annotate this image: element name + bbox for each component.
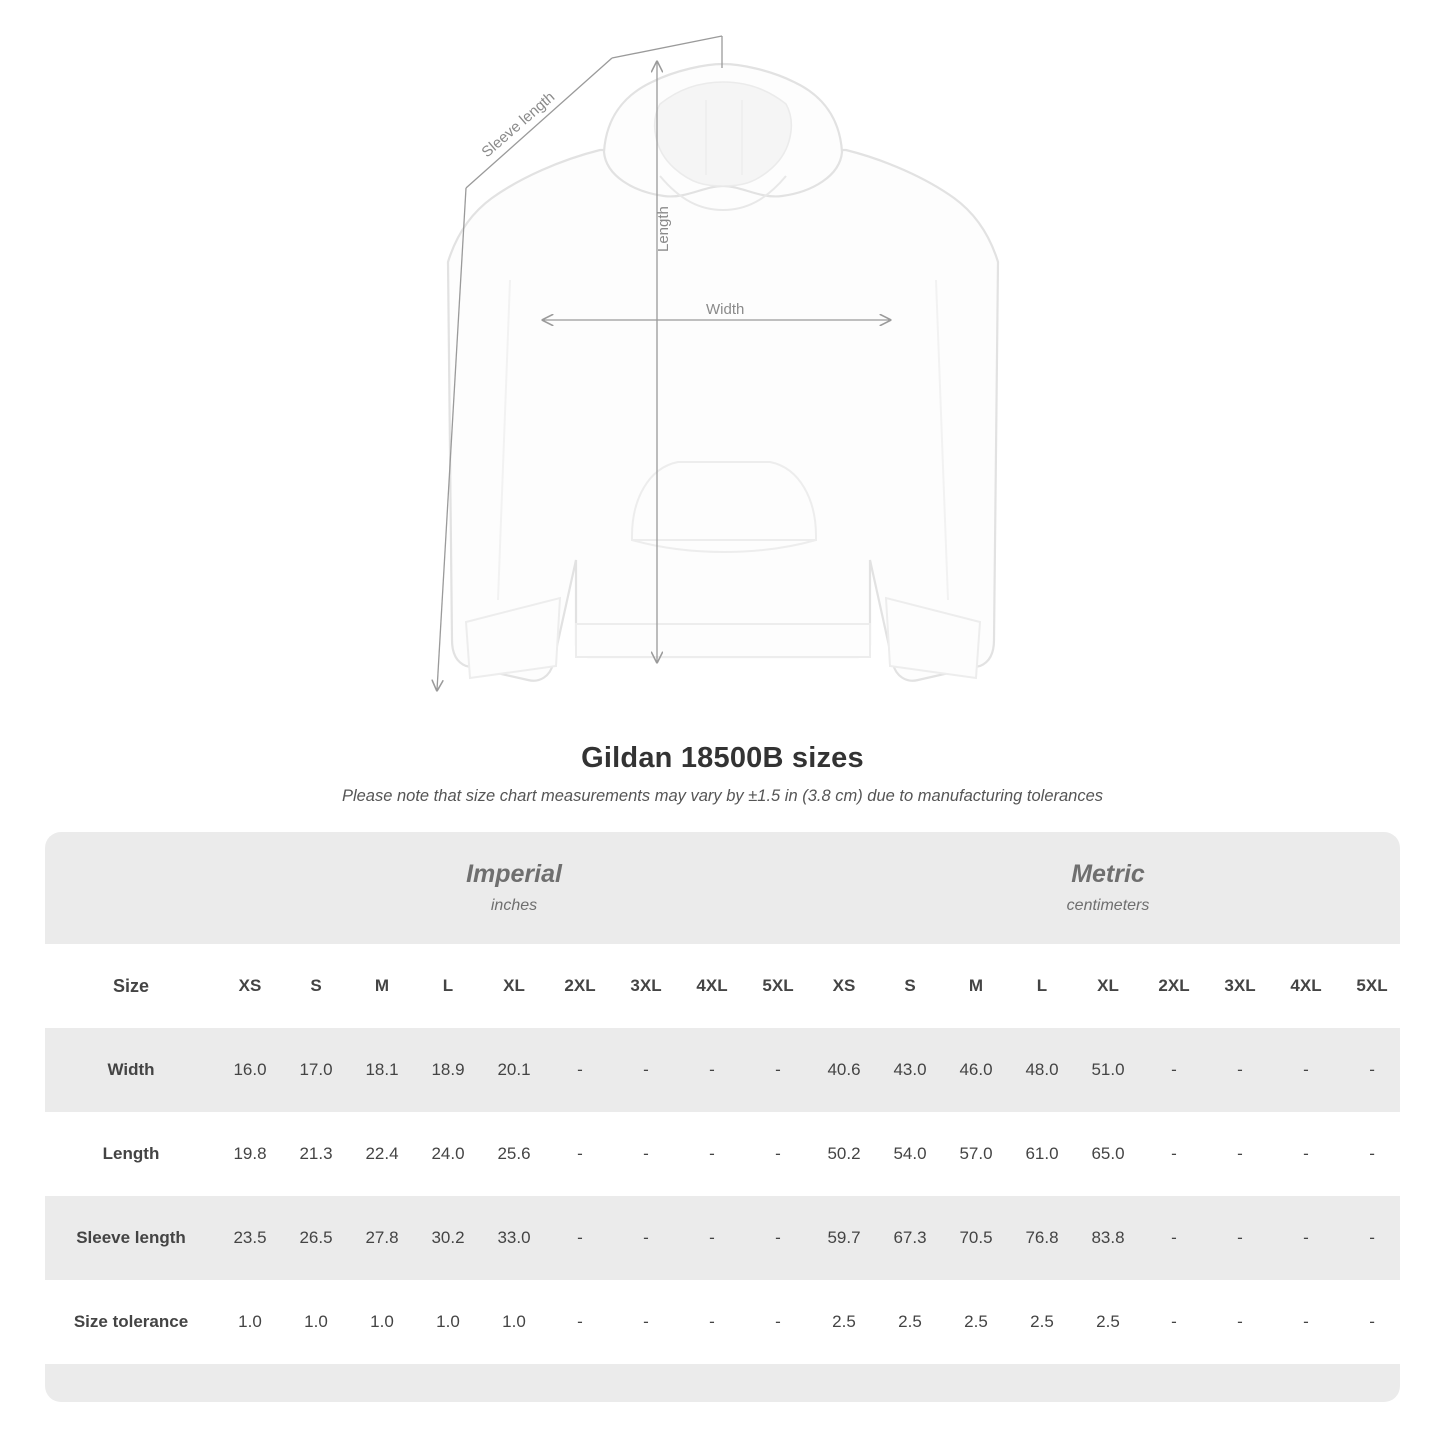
cell-sleeve-metric-5xl: - [1339, 1196, 1400, 1280]
length-label: Length [655, 206, 672, 252]
cell-width-imperial-xl: 20.1 [481, 1028, 547, 1112]
cell-length-metric-2xl: - [1141, 1112, 1207, 1196]
cell-length-metric-xs: 50.2 [811, 1112, 877, 1196]
cell-tolerance-imperial-2xl: - [547, 1280, 613, 1364]
unit-corner-cell [45, 832, 217, 944]
size-header-imperial-3xl: 3XL [613, 944, 679, 1028]
row-label-width: Width [45, 1028, 217, 1112]
cell-sleeve-metric-4xl: - [1273, 1196, 1339, 1280]
hoodie-shape [448, 64, 998, 681]
size-header-metric-4xl: 4XL [1273, 944, 1339, 1028]
unit-header-row [45, 832, 1400, 944]
cell-width-imperial-xs: 16.0 [217, 1028, 283, 1112]
cell-tolerance-metric-4xl: - [1273, 1280, 1339, 1364]
cell-length-imperial-l: 24.0 [415, 1112, 481, 1196]
cell-tolerance-metric-2xl: - [1141, 1280, 1207, 1364]
cell-sleeve-imperial-2xl: - [547, 1196, 613, 1280]
cell-tolerance-imperial-m: 1.0 [349, 1280, 415, 1364]
cell-tolerance-metric-5xl: - [1339, 1280, 1400, 1364]
cell-sleeve-metric-xs: 59.7 [811, 1196, 877, 1280]
size-header-imperial-m: M [349, 944, 415, 1028]
cell-length-metric-m: 57.0 [943, 1112, 1009, 1196]
cell-width-imperial-s: 17.0 [283, 1028, 349, 1112]
cell-length-imperial-m: 22.4 [349, 1112, 415, 1196]
tolerance-note: Please note that size chart measurements may vary by ±1.5 in (3.8 cm) due to manufacturing tolerances [341, 787, 1104, 805]
cell-sleeve-imperial-xs: 23.5 [217, 1196, 283, 1280]
cell-sleeve-imperial-4xl: - [679, 1196, 745, 1280]
cell-width-metric-l: 48.0 [1009, 1028, 1075, 1112]
table-row [45, 1028, 1400, 1112]
size-header-metric-l: L [1009, 944, 1075, 1028]
cell-tolerance-metric-3xl: - [1207, 1280, 1273, 1364]
cell-width-metric-m: 46.0 [943, 1028, 1009, 1112]
cell-length-imperial-xs: 19.8 [217, 1112, 283, 1196]
cell-tolerance-imperial-xl: 1.0 [481, 1280, 547, 1364]
cell-sleeve-imperial-m: 27.8 [349, 1196, 415, 1280]
table-row [45, 1280, 1400, 1364]
cell-length-imperial-2xl: - [547, 1112, 613, 1196]
cell-sleeve-metric-s: 67.3 [877, 1196, 943, 1280]
cell-tolerance-imperial-s: 1.0 [283, 1280, 349, 1364]
size-header-metric-2xl: 2XL [1141, 944, 1207, 1028]
cell-tolerance-metric-s: 2.5 [877, 1280, 943, 1364]
size-table [45, 832, 1400, 1402]
sleeve-length-label: Sleeve length [478, 88, 559, 162]
size-header-metric-3xl: 3XL [1207, 944, 1273, 1028]
cell-width-metric-2xl: - [1141, 1028, 1207, 1112]
cell-tolerance-imperial-3xl: - [613, 1280, 679, 1364]
size-corner-label: Size [45, 944, 217, 1028]
cell-length-metric-5xl: - [1339, 1112, 1400, 1196]
size-header-metric-xs: XS [811, 944, 877, 1028]
title-block [0, 742, 1445, 806]
cell-width-imperial-l: 18.9 [415, 1028, 481, 1112]
size-header-imperial-s: S [283, 944, 349, 1028]
cell-length-imperial-3xl: - [613, 1112, 679, 1196]
cell-length-imperial-5xl: - [745, 1112, 811, 1196]
cell-sleeve-metric-2xl: - [1141, 1196, 1207, 1280]
cell-length-metric-l: 61.0 [1009, 1112, 1075, 1196]
cell-length-metric-4xl: - [1273, 1112, 1339, 1196]
cell-tolerance-metric-xl: 2.5 [1075, 1280, 1141, 1364]
cell-width-metric-3xl: - [1207, 1028, 1273, 1112]
metric-name: Metric [1071, 860, 1145, 889]
page-title: Gildan 18500B sizes [581, 742, 864, 774]
metric-sub: centimeters [1066, 896, 1150, 914]
size-header-metric-s: S [877, 944, 943, 1028]
cell-width-imperial-5xl: - [745, 1028, 811, 1112]
size-header-imperial-4xl: 4XL [679, 944, 745, 1028]
cell-width-imperial-4xl: - [679, 1028, 745, 1112]
cell-width-metric-xl: 51.0 [1075, 1028, 1141, 1112]
cell-sleeve-imperial-l: 30.2 [415, 1196, 481, 1280]
size-header-imperial-2xl: 2XL [547, 944, 613, 1028]
cell-sleeve-imperial-s: 26.5 [283, 1196, 349, 1280]
cell-tolerance-imperial-xs: 1.0 [217, 1280, 283, 1364]
cell-length-metric-3xl: - [1207, 1112, 1273, 1196]
cell-tolerance-imperial-4xl: - [679, 1280, 745, 1364]
size-table-wrapper [45, 832, 1400, 1402]
cell-tolerance-metric-xs: 2.5 [811, 1280, 877, 1364]
row-label-sleeve-length: Sleeve length [45, 1196, 217, 1280]
imperial-name: Imperial [466, 860, 562, 889]
imperial-sub: inches [490, 896, 538, 914]
cell-sleeve-imperial-3xl: - [613, 1196, 679, 1280]
size-header-metric-5xl: 5XL [1339, 944, 1400, 1028]
cell-tolerance-metric-l: 2.5 [1009, 1280, 1075, 1364]
table-footer-strip [45, 1364, 1400, 1402]
imperial-header [217, 832, 811, 944]
cell-width-metric-4xl: - [1273, 1028, 1339, 1112]
cell-length-imperial-s: 21.3 [283, 1112, 349, 1196]
cell-length-metric-s: 54.0 [877, 1112, 943, 1196]
size-header-imperial-l: L [415, 944, 481, 1028]
width-label: Width [706, 301, 745, 318]
cell-width-imperial-2xl: - [547, 1028, 613, 1112]
cell-length-metric-xl: 65.0 [1075, 1112, 1141, 1196]
cell-length-imperial-4xl: - [679, 1112, 745, 1196]
size-header-imperial-5xl: 5XL [745, 944, 811, 1028]
cell-tolerance-imperial-5xl: - [745, 1280, 811, 1364]
cell-sleeve-metric-3xl: - [1207, 1196, 1273, 1280]
cell-width-metric-xs: 40.6 [811, 1028, 877, 1112]
cell-tolerance-metric-m: 2.5 [943, 1280, 1009, 1364]
row-label-size-tolerance: Size tolerance [45, 1280, 217, 1364]
cell-sleeve-imperial-xl: 33.0 [481, 1196, 547, 1280]
table-row [45, 1112, 1400, 1196]
size-header-imperial-xl: XL [481, 944, 547, 1028]
size-header-imperial-xs: XS [217, 944, 283, 1028]
cell-width-metric-5xl: - [1339, 1028, 1400, 1112]
table-row [45, 1196, 1400, 1280]
cell-width-imperial-3xl: - [613, 1028, 679, 1112]
size-header-metric-xl: XL [1075, 944, 1141, 1028]
cell-width-imperial-m: 18.1 [349, 1028, 415, 1112]
cell-sleeve-imperial-5xl: - [745, 1196, 811, 1280]
cell-tolerance-imperial-l: 1.0 [415, 1280, 481, 1364]
cell-width-metric-s: 43.0 [877, 1028, 943, 1112]
size-header-metric-m: M [943, 944, 1009, 1028]
size-header-row [45, 944, 1400, 1028]
footer-cell [45, 1364, 1400, 1402]
garment-illustration [0, 0, 1445, 720]
cell-sleeve-metric-xl: 83.8 [1075, 1196, 1141, 1280]
metric-header [811, 832, 1400, 944]
cell-sleeve-metric-m: 70.5 [943, 1196, 1009, 1280]
cell-length-imperial-xl: 25.6 [481, 1112, 547, 1196]
row-label-length: Length [45, 1112, 217, 1196]
cell-sleeve-metric-l: 76.8 [1009, 1196, 1075, 1280]
